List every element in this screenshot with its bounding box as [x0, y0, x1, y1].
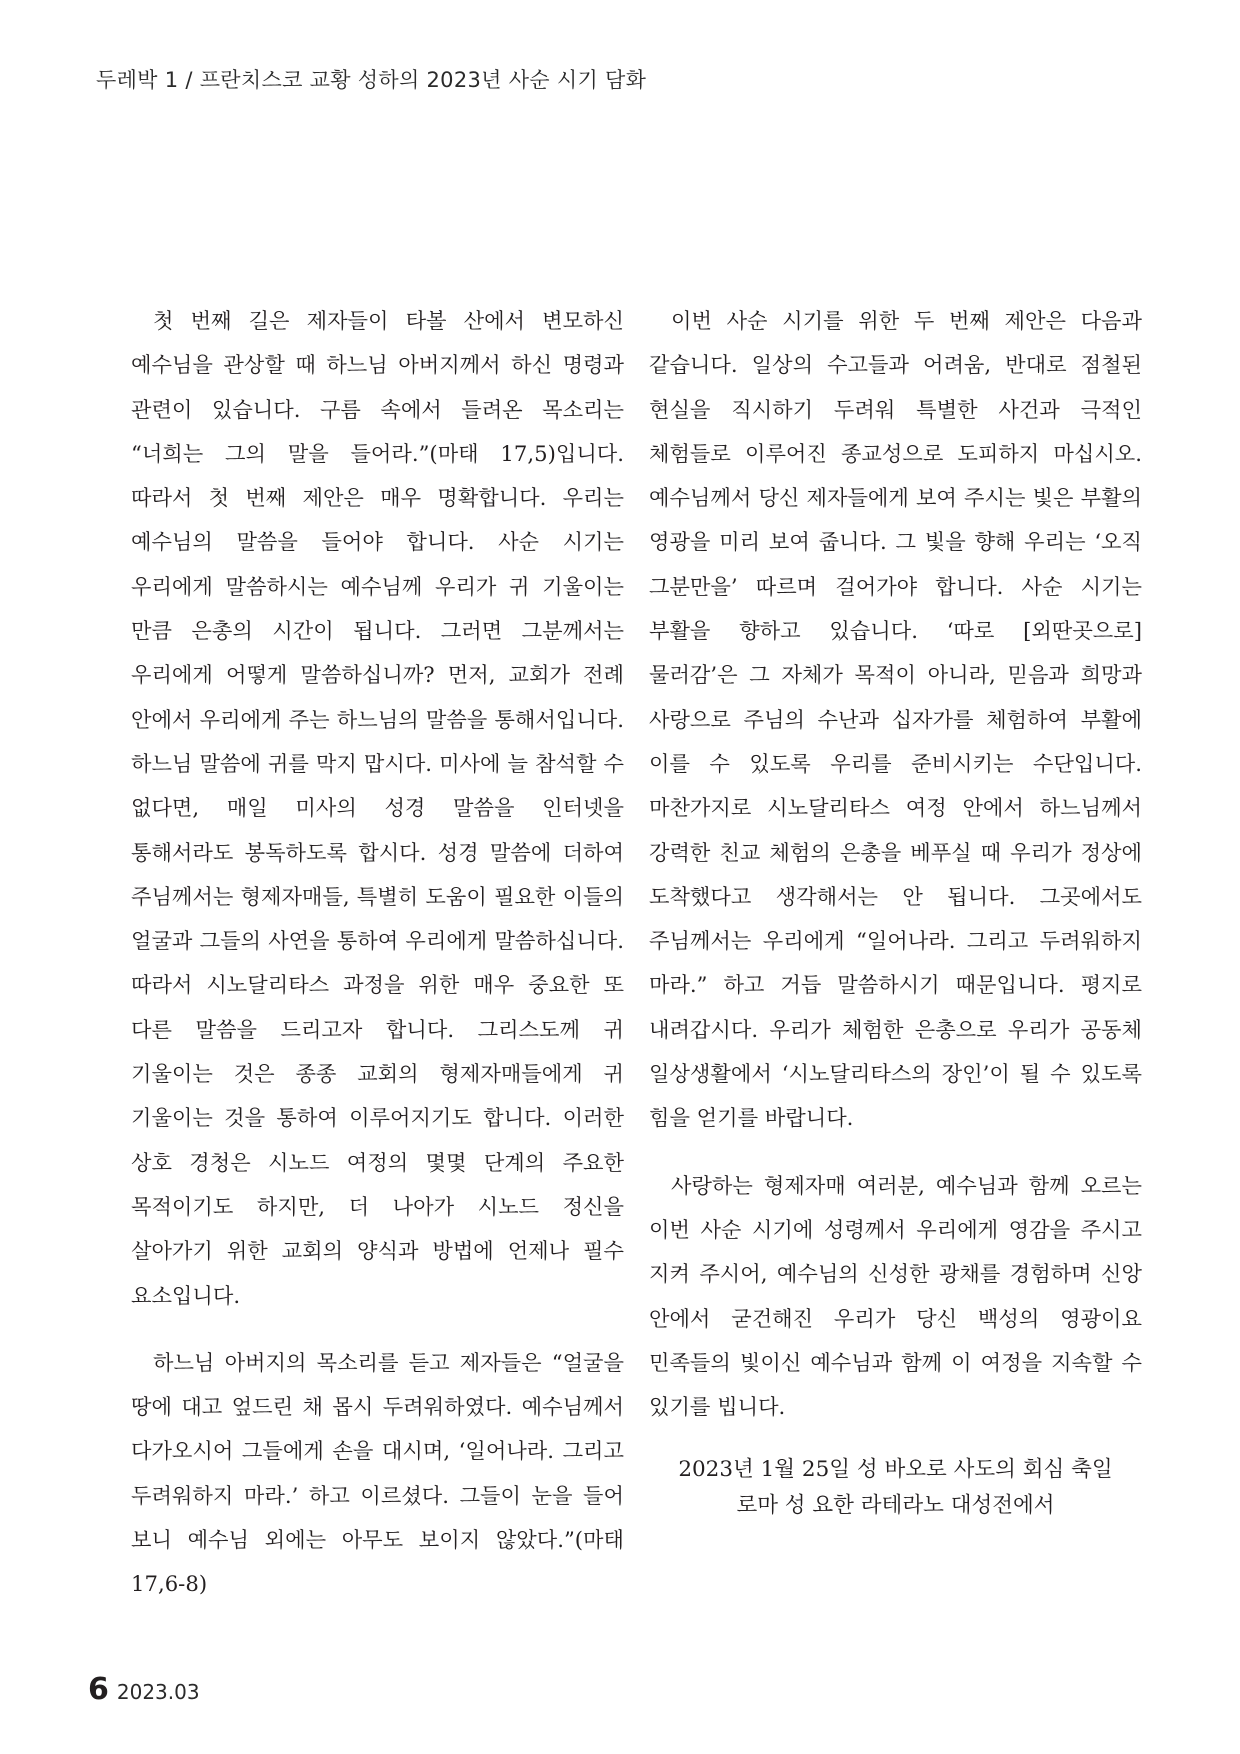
issue-date: 2023.03: [116, 1680, 200, 1704]
body-paragraph: 하느님 아버지의 목소리를 듣고 제자들은 “얼굴을 땅에 대고 엎드린 채 몹시 두려워하였다. 예수님께서 다가오시어 그들에게 손을 대시며, ‘일어나라. 그리고 두려워하지 마라.’ 하고 이르셨다. 그들이 눈을 들어 보니 예수님 외에는 아무도 보이지 않았다.”(마태 17,6-8): [131, 1349, 624, 1597]
running-header: 두레박 1 / 프란치스코 교황 성하의 2023년 사순 시기 담화: [96, 68, 647, 92]
right-column: [649, 299, 1142, 1524]
signoff-date: 2023년 1월 25일 성 바오로 사도의 회심 축일: [678, 1457, 1113, 1483]
body-paragraph: 사랑하는 형제자매 여러분, 예수님과 함께 오르는 이번 사순 시기에 성령께서 우리에게 영감을 주시고 지켜 주시어, 예수님의 신성한 광채를 경험하며 신앙 안에서 굳건해진 우리가 당신 백성의 영광이요 민족들의 빛이신 예수님과 함께 이 여정을 지속할 수 있기를 빕니다.: [649, 1172, 1142, 1420]
signoff: [649, 1452, 1142, 1524]
page-number: 6: [88, 1672, 109, 1707]
left-column: [131, 299, 624, 1607]
body-paragraph: 첫 번째 길은 제자들이 타볼 산에서 변모하신 예수님을 관상할 때 하느님 아버지께서 하신 명령과 관련이 있습니다. 구름 속에서 들려온 목소리는 “너희는 그의 말을 들어라.”(마태 17,5)입니다. 따라서 첫 번째 제안은 매우 명확합니다. 우리는 예수님의 말씀을 들어야 합니다. 사순 시기는 우리에게 말씀하시는 예수님께 우리가 귀 기울이는 만큼 은총의 시간이 됩니다. 그러면 그분께서는 우리에게 어떻게 말씀하십니까? 먼저, 교회가 전례 안에서 우리에게 주는 하느님의 말씀을 통해서입니다. 하느님 말씀에 귀를 막지 맙시다. 미사에 늘 참석할 수 없다면, 매일 미사의 성경 말씀을 인터넷을 통해서라도 봉독하도록 합시다. 성경 말씀에 더하여 주님께서는 형제자매들, 특별히 도움이 필요한 이들의 얼굴과 그들의 사연을 통하여 우리에게 말씀하십니다. 따라서 시노달리타스 과정을 위한 매우 중요한 또 다른 말씀을 드리고자 합니다. 그리스도께 귀 기울이는 것은 종종 교회의 형제자매들에게 귀 기울이는 것을 통하여 이루어지기도 합니다. 이러한 상호 경청은 시노드 여정의 몇몇 단계의 주요한 목적이기도 하지만, 더 나아가 시노드 정신을 살아가기 위한 교회의 양식과 방법에 언제나 필수 요소입니다.: [131, 308, 624, 1308]
signoff-place: 로마 성 요한 라테라노 대성전에서: [736, 1493, 1055, 1519]
page-footer: [88, 1672, 200, 1707]
body-paragraph: 이번 사순 시기를 위한 두 번째 제안은 다음과 같습니다. 일상의 수고들과 어려움, 반대로 점철된 현실을 직시하기 두려워 특별한 사건과 극적인 체험들로 이루어진 종교성으로 도피하지 마십시오. 예수님께서 당신 제자들에게 보여 주시는 빛은 부활의 영광을 미리 보여 줍니다. 그 빛을 향해 우리는 ‘오직 그분만을’ 따르며 걸어가야 합니다. 사순 시기는 부활을 향하고 있습니다. ‘따로 [외딴곳으로] 물러감’은 그 자체가 목적이 아니라, 믿음과 희망과 사랑으로 주님의 수난과 십자가를 체험하여 부활에 이를 수 있도록 우리를 준비시키는 수단입니다. 마찬가지로 시노달리타스 여정 안에서 하느님께서 강력한 친교 체험의 은총을 베푸실 때 우리가 정상에 도착했다고 생각해서는 안 됩니다. 그곳에서도 주님께서는 우리에게 “일어나라. 그리고 두려워하지 마라.” 하고 거듭 말씀하시기 때문입니다. 평지로 내려갑시다. 우리가 체험한 은총으로 우리가 공동체 일상생활에서 ‘시노달리타스의 장인’이 될 수 있도록 힘을 얻기를 바랍니다.: [649, 308, 1142, 1131]
